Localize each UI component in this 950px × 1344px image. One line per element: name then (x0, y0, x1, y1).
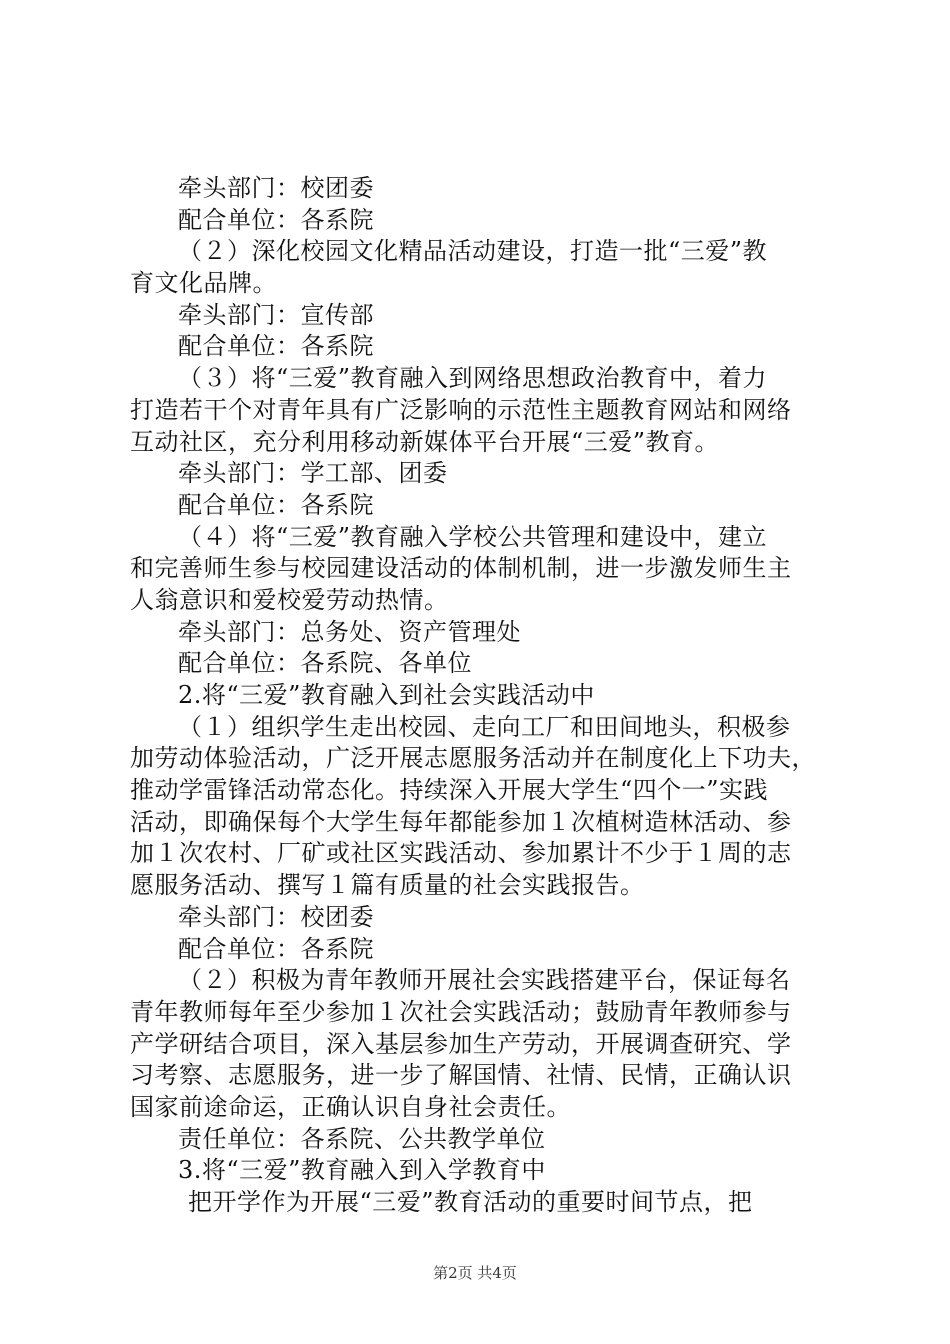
paragraph-line: （２）积极为青年教师开展社会实践搭建平台，保证每名 (178, 966, 791, 995)
document-body (130, 173, 830, 1219)
paragraph-line: 牵头部门：宣传部 (178, 300, 374, 329)
paragraph-line: 国家前途命运，正确认识自身社会责任。 (130, 1092, 571, 1121)
paragraph-line: （１）组织学生走出校园、走向工厂和田间地头，积极参 (178, 712, 791, 741)
paragraph-line: 互动社区，充分利用移动新媒体平台开展“三爱”教育。 (130, 427, 720, 456)
paragraph-line: 习考察、志愿服务，进一步了解国情、社情、民情，正确认识 (130, 1061, 792, 1090)
paragraph-line: 和完善师生参与校园建设活动的体制机制，进一步激发师生主 (130, 554, 792, 583)
paragraph-line: 牵头部门：学工部、团委 (178, 459, 448, 488)
paragraph-line: 2.将“三爱”教育融入到社会实践活动中 (178, 681, 595, 709)
paragraph-line: 配合单位：各系院 (178, 934, 374, 963)
paragraph-line: 加１次农村、厂矿或社区实践活动、参加累计不少于１周的志 (130, 839, 792, 868)
paragraph-line: 责任单位：各系院、公共教学单位 (178, 1124, 546, 1153)
paragraph-line: 青年教师每年至少参加１次社会实践活动；鼓励青年教师参与 (130, 997, 792, 1026)
paragraph-line: 牵头部门：总务处、资产管理处 (178, 617, 521, 646)
paragraph-line: 打造若干个对青年具有广泛影响的示范性主题教育网站和网络 (130, 395, 792, 424)
paragraph-line: （２）深化校园文化精品活动建设，打造一批“三爱”教 (178, 237, 768, 266)
paragraph-line: 配合单位：各系院 (178, 332, 374, 361)
paragraph-line: （４）将“三爱”教育融入学校公共管理和建设中，建立 (178, 522, 768, 551)
paragraph-line: 配合单位：各系院 (178, 490, 374, 519)
paragraph-line: 人翁意识和爱校爱劳动热情。 (130, 585, 449, 614)
paragraph-line: 配合单位：各系院 (178, 205, 374, 234)
paragraph-line: 牵头部门：校团委 (178, 902, 374, 931)
paragraph-line: 活动，即确保每个大学生每年都能参加１次植树造林活动、参 (130, 807, 792, 836)
paragraph-line: 牵头部门：校团委 (178, 174, 374, 202)
paragraph-line: 配合单位：各系院、各单位 (178, 649, 472, 678)
paragraph-line: 推动学雷锋活动常态化。持续深入开展大学生“四个一”实践 (130, 776, 769, 805)
paragraph-line: 愿服务活动、撰写１篇有质量的社会实践报告。 (130, 871, 645, 900)
paragraph-line: 加劳动体验活动，广泛开展志愿服务活动并在制度化上下功夫， (130, 744, 816, 773)
paragraph-line: 育文化品牌。 (130, 269, 277, 298)
paragraph-line: 产学研结合项目，深入基层参加生产劳动，开展调查研究、学 (130, 1029, 792, 1058)
paragraph-line: （３）将“三爱”教育融入到网络思想政治教育中，着力 (178, 364, 768, 393)
paragraph-line: 3.将“三爱”教育融入到入学教育中 (178, 1156, 546, 1185)
page-footer: 第2页 共4页 (433, 1264, 517, 1282)
paragraph-line: 把开学作为开展“三爱”教育活动的重要时间节点，把 (188, 1188, 753, 1216)
